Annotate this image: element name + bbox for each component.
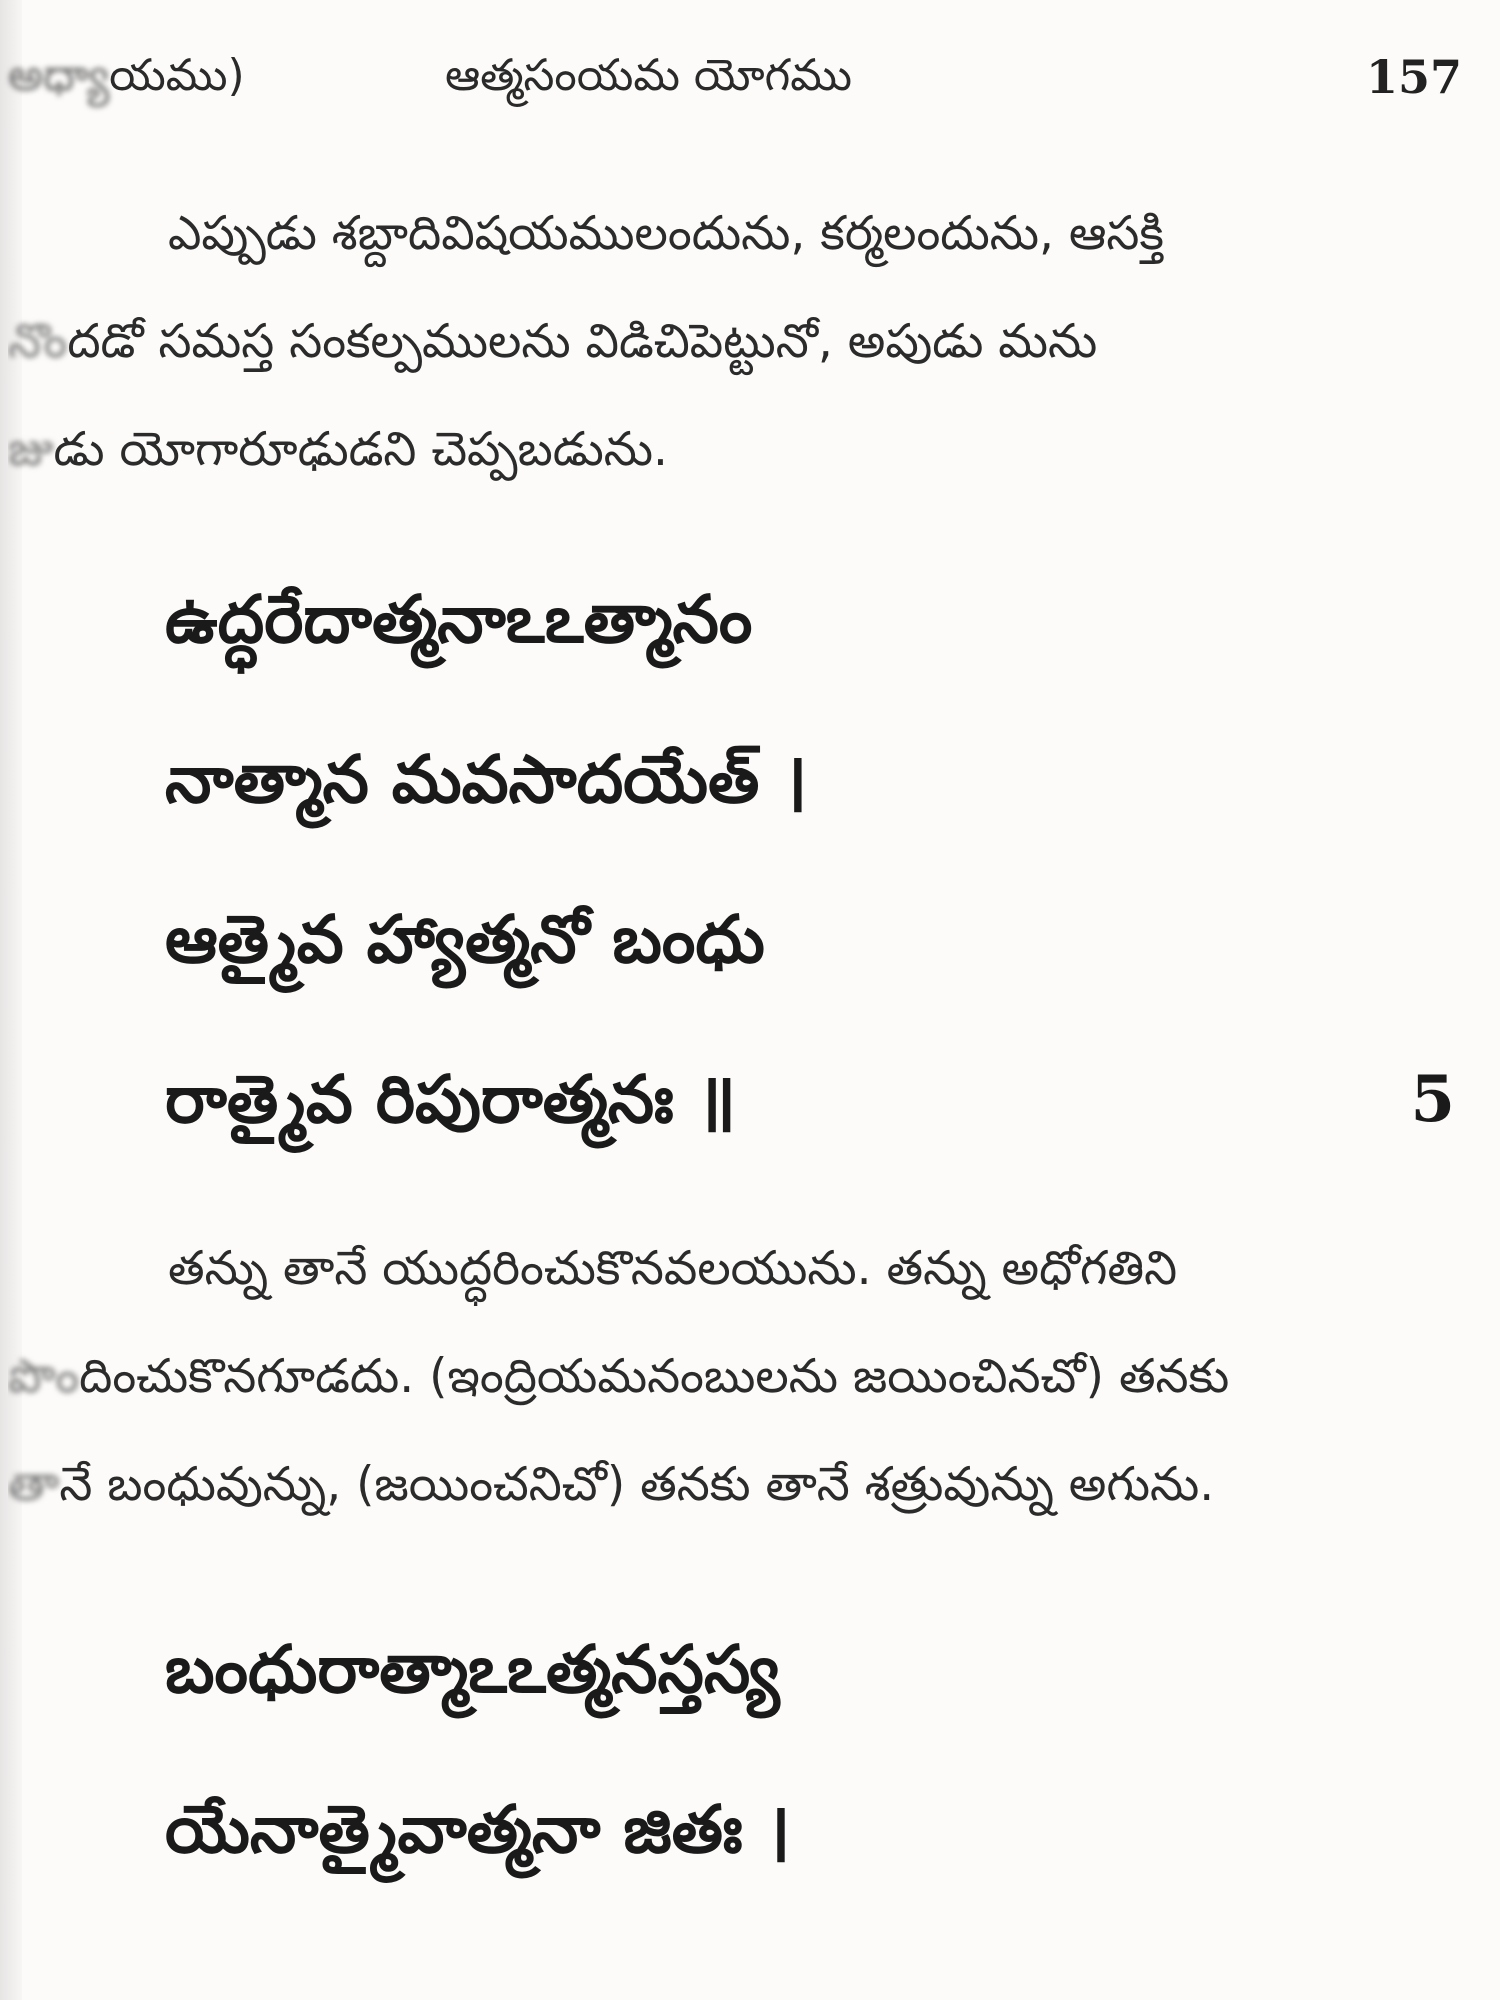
chapter-label-blurred: అధ్యా — [8, 50, 110, 101]
paragraph-line — [8, 396, 1458, 504]
sanskrit-verse-2 — [165, 1590, 1455, 1910]
paragraph-line — [8, 1323, 1458, 1431]
sanskrit-verse-1 — [165, 540, 1455, 1180]
paragraph-line-blurred: నొం — [8, 314, 68, 369]
chapter-label — [8, 50, 245, 112]
chapter-label-text: యము) — [109, 50, 245, 101]
paragraph-line — [8, 1431, 1458, 1539]
paragraph-line-text: ఎప్పుడు శబ్దాదివిషయములందును, కర్మలందును, ఆసక్తి — [168, 206, 1164, 261]
commentary-paragraph-1 — [8, 180, 1458, 504]
chapter-title: ఆత్మసంయమ యోగము — [445, 50, 852, 101]
paragraph-line-blurred: పొం — [8, 1349, 80, 1404]
paragraph-line — [8, 180, 1458, 288]
paragraph-line-blurred: జు — [8, 422, 54, 477]
paragraph-line — [8, 1215, 1458, 1323]
running-header — [0, 50, 1500, 120]
paragraph-line-text: తన్ను తానే యుద్ధరించుకొనవలయును. తన్ను అధోగతిని — [168, 1241, 1178, 1296]
verse-line: బంధురాత్మాఽఽత్మనస్తస్య — [165, 1631, 780, 1708]
commentary-paragraph-2 — [8, 1215, 1458, 1539]
verse-number: 5 — [1410, 1062, 1455, 1137]
verse-line-text: రాత్మైవ రిపురాత్మనః ॥ — [165, 1061, 737, 1138]
paragraph-line — [8, 288, 1458, 396]
verse-line-with-number — [165, 1020, 1455, 1180]
verse-line: నాత్మాన మవసాదయేత్ । — [165, 741, 808, 818]
verse-line: ఆత్మైవ హ్యాత్మనో బంధు — [165, 901, 765, 978]
paragraph-line-blurred: తా — [8, 1457, 60, 1512]
paragraph-line-text: దడో సమస్త సంకల్పములను విడిచిపెట్టునో, అపుడు మను — [67, 314, 1098, 369]
paragraph-line-text: డు యోగారూఢుడని చెప్పబడును. — [53, 422, 668, 477]
verse-line: యేనాత్మైవాత్మనా జితః । — [165, 1791, 791, 1868]
paragraph-line-text: నే బంధువున్ను, (జయించనిచో) తనకు తానే శత్రువున్ను అగును. — [59, 1457, 1215, 1512]
paragraph-line-text: దించుకొనగూడదు. (ఇంద్రియమనంబులను జయించినచో) తనకు — [79, 1349, 1230, 1404]
verse-line: ఉద్ధరేదాత్మనాఽఽత్మానం — [165, 581, 753, 658]
page-number: 157 — [1365, 50, 1462, 104]
